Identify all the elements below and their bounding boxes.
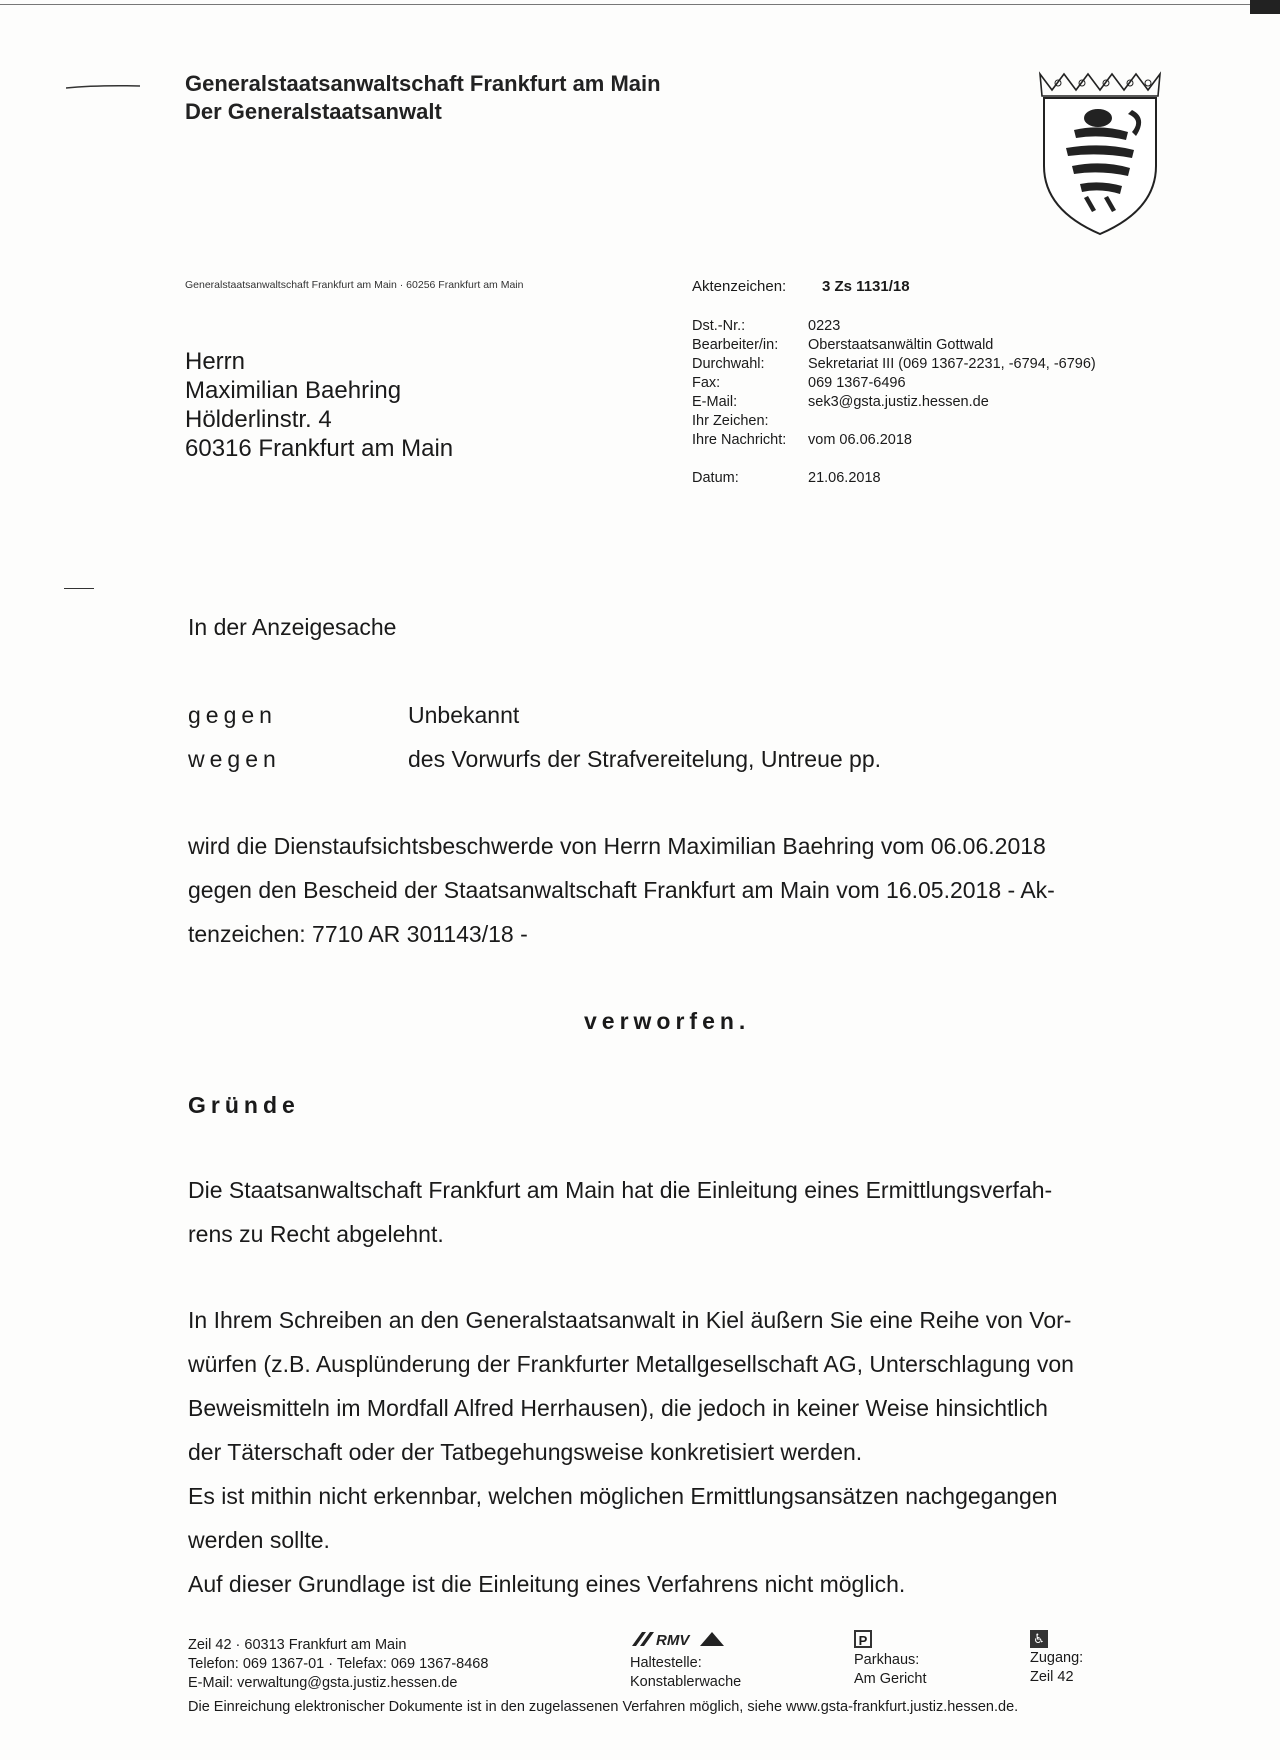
reference-row [692, 374, 1096, 393]
reference-value: 069 1367-6496 [808, 375, 906, 391]
sender-return-address: Generalstaatsanwaltschaft Frankfurt am Main · 60256 Frankfurt am Main [185, 279, 524, 291]
reference-row [692, 355, 1096, 374]
file-reference [692, 278, 910, 295]
zugang-value: Zeil 42 [1030, 1669, 1074, 1685]
footer-parking [854, 1630, 927, 1689]
letter-footer [188, 1630, 1168, 1720]
text-line: werden sollte. [188, 1527, 330, 1553]
haltestelle-label: Haltestelle: [630, 1655, 702, 1671]
reasons-paragraph-1 [188, 1168, 1168, 1256]
reference-label: Fax: [692, 375, 721, 391]
reference-label: E-Mail: [692, 394, 738, 410]
recipient-address [185, 347, 453, 463]
text-line: Es ist mithin nicht erkennbar, welchen möglichen Ermittlungsansätzen nachgegangen [188, 1483, 1058, 1509]
recipient-street: Hölderlinstr. 4 [185, 406, 332, 433]
footer-contact [188, 1636, 488, 1693]
haltestelle-value: Konstablerwache [630, 1674, 742, 1690]
reference-value: vom 06.06.2018 [808, 432, 912, 448]
text-line: In Ihrem Schreiben an den Generalstaatsanwalt in Kiel äußern Sie eine Reihe von Vor- [188, 1307, 1072, 1333]
reference-row [692, 431, 1096, 450]
rmv-logo-icon [630, 1630, 730, 1648]
authority-title: Der Generalstaatsanwalt [185, 99, 442, 124]
text-line: Die Staatsanwaltschaft Frankfurt am Main hat die Einleitung eines Ermittlungsverfah- [188, 1177, 1053, 1203]
scan-corner-mark [1250, 0, 1280, 14]
reference-label: Ihre Nachricht: [692, 432, 787, 448]
footer-access [1030, 1630, 1083, 1687]
reasons-paragraph-2 [188, 1298, 1168, 1606]
wheelchair-icon: ♿ [1030, 1630, 1048, 1648]
hessen-coat-of-arms-icon [1036, 70, 1164, 238]
decision-paragraph [188, 824, 1168, 956]
wegen-label: wegen [188, 746, 281, 772]
recipient-salutation: Herrn [185, 348, 246, 375]
text-line: der Täterschaft oder der Tatbegehungsweise konkretisiert werden. [188, 1439, 863, 1465]
recipient-city: 60316 Frankfurt am Main [185, 435, 454, 462]
pen-stroke-mark [66, 84, 140, 90]
fold-mark [64, 588, 94, 589]
reasons-heading: Gründe [188, 1092, 300, 1118]
reference-value: 0223 [808, 318, 841, 334]
reference-row [692, 393, 1096, 412]
verdict: verworfen. [584, 1008, 751, 1034]
text-line: würfen (z.B. Ausplünderung der Frankfurter Metallgesellschaft AG, Unterschlagung von [188, 1351, 1074, 1377]
parking-icon: P [854, 1630, 872, 1648]
reference-label: Bearbeiter/in: [692, 337, 779, 353]
reference-block [692, 317, 1096, 488]
aktenzeichen-value: 3 Zs 1131/18 [822, 278, 910, 295]
reference-value: Oberstaatsanwältin Gottwald [808, 337, 994, 353]
text-line: rens zu Recht abgelehnt. [188, 1221, 444, 1247]
reference-row [692, 412, 1096, 431]
reference-value: sek3@gsta.justiz.hessen.de [808, 394, 989, 410]
scan-top-edge [0, 4, 1250, 5]
text-line: wird die Dienstaufsichtsbeschwerde von Herrn Maximilian Baehring vom 06.06.2018 [188, 833, 1046, 859]
date-row [692, 469, 1096, 488]
intro-line: In der Anzeigesache [188, 614, 397, 640]
gegen-label: gegen [188, 702, 277, 728]
parkhaus-value: Am Gericht [854, 1671, 927, 1687]
gegen-value: Unbekannt [408, 702, 520, 728]
text-line: Beweismitteln im Mordfall Alfred Herrhausen), die jedoch in keiner Weise hinsichtlich [188, 1395, 1048, 1421]
text-line: gegen den Bescheid der Staatsanwaltschaft Frankfurt am Main vom 16.05.2018 - Ak- [188, 877, 1055, 903]
text-line: tenzeichen: 7710 AR 301143/18 - [188, 921, 528, 947]
zugang-label: Zugang: [1030, 1650, 1084, 1666]
reference-label: Ihr Zeichen: [692, 413, 769, 429]
reference-label: Dst.-Nr.: [692, 318, 746, 334]
footer-transit [630, 1630, 741, 1692]
authority-name: Generalstaatsanwaltschaft Frankfurt am Main [185, 71, 661, 96]
footer-note: Die Einreichung elektronischer Dokumente ist in den zugelassenen Verfahren möglich, siehe www.gsta-frankfurt.justiz.hessen.de. [188, 1699, 1019, 1715]
date-value: 21.06.2018 [808, 470, 881, 486]
aktenzeichen-label: Aktenzeichen: [692, 278, 787, 295]
footer-address: Zeil 42 · 60313 Frankfurt am Main [188, 1637, 407, 1653]
parkhaus-label: Parkhaus: [854, 1652, 920, 1668]
reference-label: Durchwahl: [692, 356, 765, 372]
wegen-value: des Vorwurfs der Strafvereitelung, Untreue pp. [408, 746, 882, 772]
reference-row [692, 336, 1096, 355]
svg-text:RMV: RMV [656, 1632, 690, 1648]
reference-value: Sekretariat III (069 1367-2231, -6794, -6796) [808, 356, 1096, 372]
recipient-name: Maximilian Baehring [185, 377, 402, 404]
text-line: Auf dieser Grundlage ist die Einleitung eines Verfahrens nicht möglich. [188, 1571, 906, 1597]
reference-row [692, 317, 1096, 336]
date-label: Datum: [692, 470, 739, 486]
letterhead [185, 70, 661, 126]
footer-email: E-Mail: verwaltung@gsta.justiz.hessen.de [188, 1675, 458, 1691]
footer-phone: Telefon: 069 1367-01 · Telefax: 069 1367-8468 [188, 1656, 489, 1672]
